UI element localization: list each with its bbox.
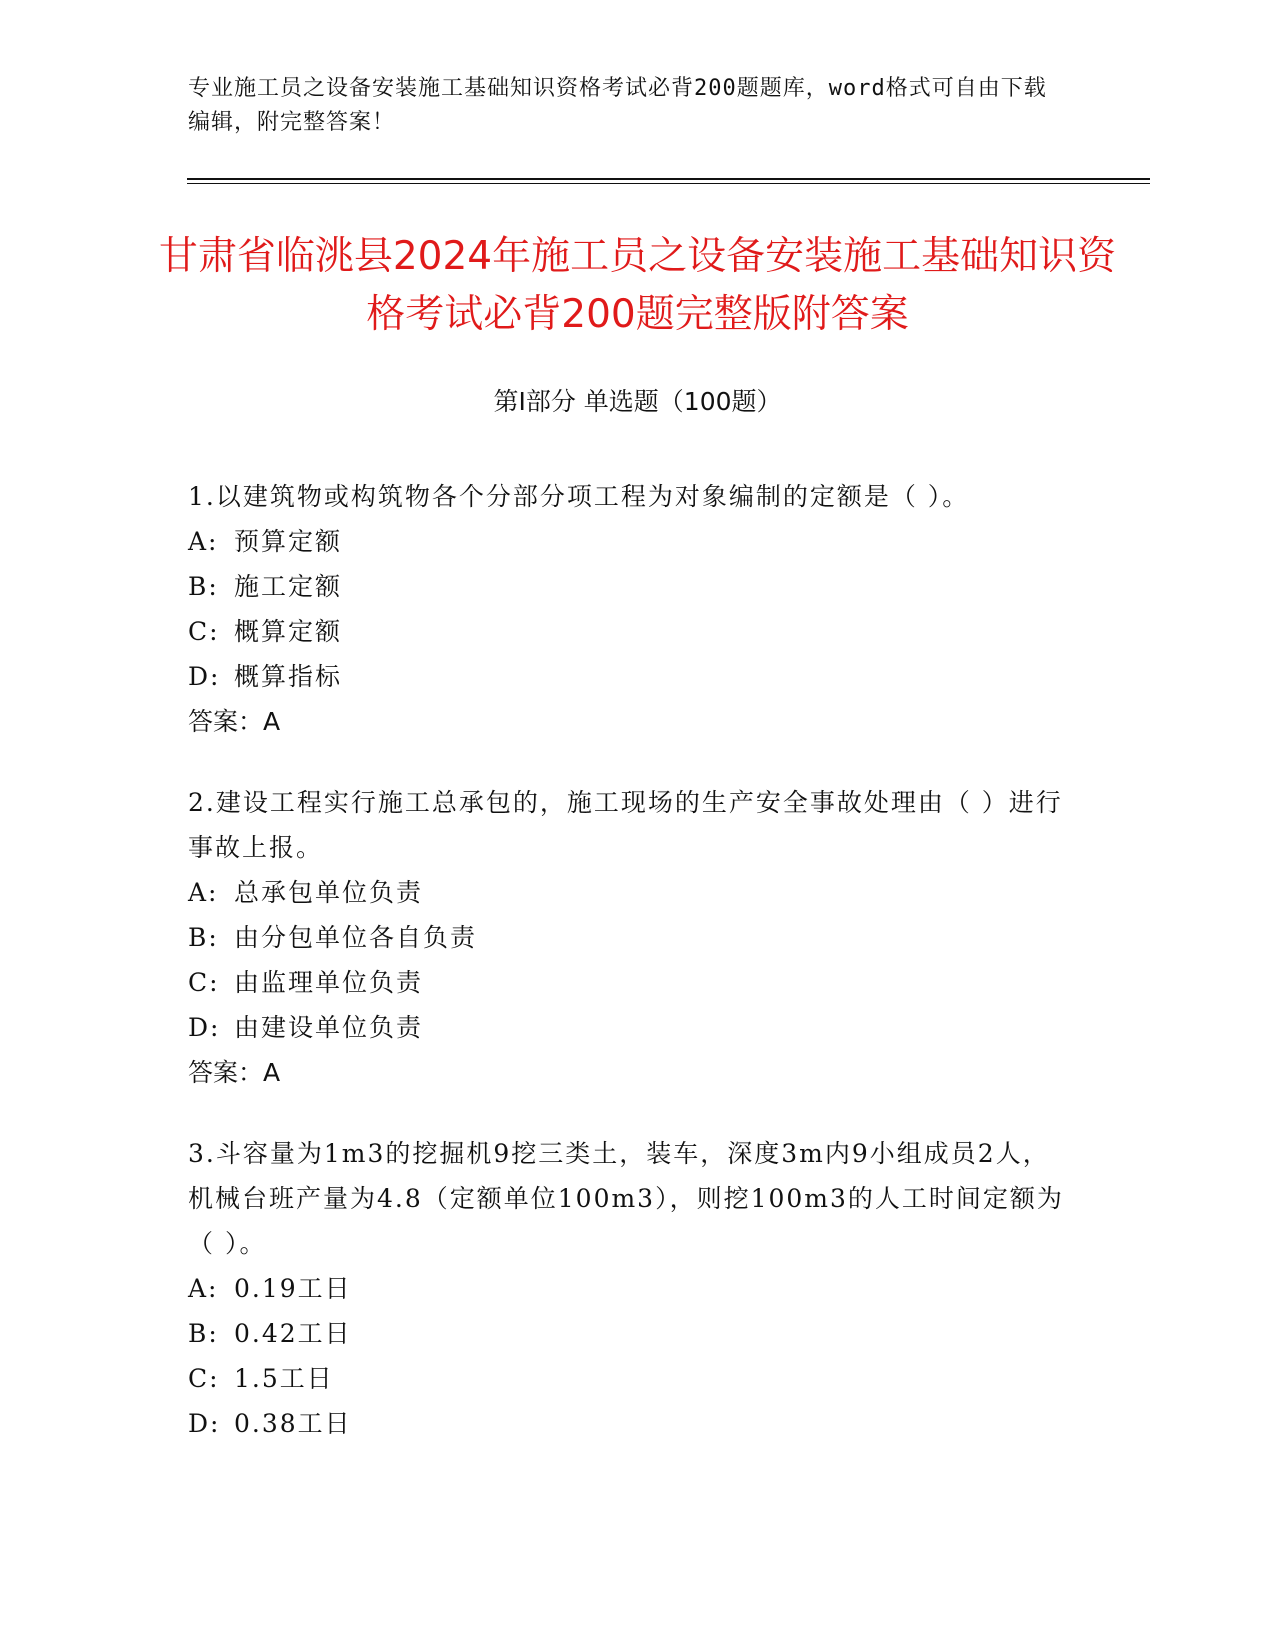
option-c xyxy=(188,609,1068,654)
question-2 xyxy=(188,780,1068,1095)
option-letter: A: xyxy=(188,1274,219,1303)
answer-line: 答案：A xyxy=(188,1058,281,1087)
question-text: 3.斗容量为1m3的挖掘机9挖三类土，装车，深度3m内9小组成员2人，机械台班产量为4.8（定额单位100m3），则挖100m3的人工时间定额为（ ）。 xyxy=(188,1139,1064,1258)
option-text: 预算定额 xyxy=(234,527,343,556)
option-letter: B: xyxy=(188,572,219,601)
question-text: 2.建设工程实行施工总承包的，施工现场的生产安全事故处理由（ ）进行事故上报。 xyxy=(188,788,1063,862)
option-d xyxy=(188,654,1068,699)
option-d xyxy=(188,1401,1068,1446)
option-letter: D: xyxy=(188,1409,221,1438)
question-1 xyxy=(188,474,1068,744)
header-divider-thick xyxy=(187,178,1150,180)
question-3 xyxy=(188,1131,1068,1446)
option-letter: C: xyxy=(188,1364,220,1393)
answer-line: 答案：A xyxy=(188,707,281,736)
option-letter: B: xyxy=(188,923,219,952)
option-text: 施工定额 xyxy=(234,572,343,601)
option-text: 由分包单位各自负责 xyxy=(234,923,478,952)
option-b xyxy=(188,1311,1068,1356)
option-letter: A: xyxy=(188,527,219,556)
option-text: 0.38工日 xyxy=(234,1409,352,1438)
option-b xyxy=(188,915,1068,960)
question-list xyxy=(188,474,1068,1482)
document-title: 甘肃省临洮县2024年施工员之设备安装施工基础知识资格考试必背200题完整版附答案 xyxy=(158,234,1117,337)
option-letter: A: xyxy=(188,878,219,907)
option-b xyxy=(188,564,1068,609)
option-d xyxy=(188,1005,1068,1050)
option-text: 总承包单位负责 xyxy=(234,878,424,907)
option-a xyxy=(188,870,1068,915)
option-letter: C: xyxy=(188,617,220,646)
header-note: 专业施工员之设备安装施工基础知识资格考试必背200题题库，word格式可自由下载编辑，附完整答案！ xyxy=(188,76,1047,135)
option-text: 概算指标 xyxy=(234,662,343,691)
option-letter: B: xyxy=(188,1319,219,1348)
option-text: 由建设单位负责 xyxy=(234,1013,424,1042)
option-letter: C: xyxy=(188,968,220,997)
option-text: 0.42工日 xyxy=(234,1319,352,1348)
option-text: 由监理单位负责 xyxy=(234,968,424,997)
option-c xyxy=(188,1356,1068,1401)
header-divider-thin xyxy=(187,183,1150,184)
option-a xyxy=(188,1266,1068,1311)
option-a xyxy=(188,519,1068,564)
option-letter: D: xyxy=(188,662,221,691)
option-c xyxy=(188,960,1068,1005)
question-text: 1.以建筑物或构筑物各个分部分项工程为对象编制的定额是（ ）。 xyxy=(188,482,970,511)
option-text: 1.5工日 xyxy=(234,1364,334,1393)
option-text: 0.19工日 xyxy=(234,1274,352,1303)
option-text: 概算定额 xyxy=(234,617,343,646)
section-heading: 第Ⅰ部分 单选题（100题） xyxy=(493,387,782,416)
option-letter: D: xyxy=(188,1013,221,1042)
